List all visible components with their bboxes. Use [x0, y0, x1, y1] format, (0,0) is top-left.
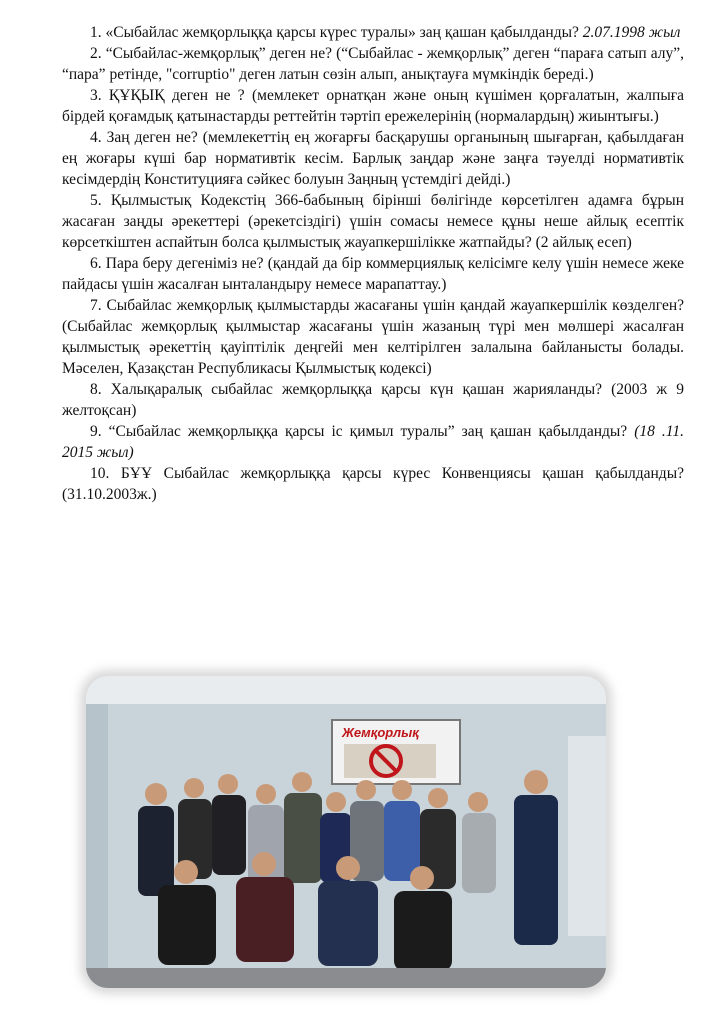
group-photo-illustration — [86, 676, 606, 988]
group-photo — [86, 676, 606, 988]
question-2: 2. “Сыбайлас-жемқорлық” деген не? (“Сыбайлас - жемқорлық” деген “параға сатып алу”, “пара” ретінде, "corruptio" деген латын сөзін алып, анықтауға мүмкіндік береді.) — [62, 45, 685, 83]
question-9: 9. “Сыбайлас жемқорлыққа қарсы іс қимыл туралы” заң қашан қабылданды? (18 .11. 2015 жыл) — [62, 423, 684, 461]
screen-image — [344, 744, 436, 778]
question-3: 3. ҚҰҚЫҚ деген не ? (мемлекет орнатқан және оның күшімен қорғалатын, жалпыға бірдей қоғамдық қатынастарды реттейтін тәртіп ережелерінің (нормалардың) жиынтығы.) — [62, 87, 684, 125]
screen-title: Жемқорлық — [342, 725, 419, 740]
question-7: 7. Сыбайлас жемқорлық қылмыстарды жасағаны үшін қандай жауапкершілік көзделген? (Сыбайлас жемқорлық қылмыстар жасағаны үшін жазаның түрі мен мөлшері жасалған қылмыстық әрекеттің қауіптілік деңгейі мен келтірілген залалына байланысты болады. Мәселен, Қазақстан Республикасы Қылмыстық кодексі) — [62, 297, 684, 377]
question-4: 4. Заң деген не? (мемлекеттің ең жоғарғы басқарушы органының шығарған, қабылдаған ең жоғары күші бар нормативтік кесім. Барлық заңдар және заңға тәуелді нормативтік кесімдердің Конституцияға сәйкес болуын Заңның үстемдігі дейді.) — [62, 129, 685, 188]
question-5: 5. Қылмыстық Кодекстің 366-бабының бірінші бөлігінде көрсетілген адамға бұрын жасаған заңды әрекеттері (әрекетсіздігі) үшін сомасы немесе құны неше айлық есептік көрсеткіштен аспайтын болса қылмыстық жауапкершілікке жатпайды? (2 айлық есеп) — [62, 192, 684, 251]
question-8: 8. Халықаралық сыбайлас жемқорлыққа қарсы күн қашан жарияланды? (2003 ж 9 желтоқсан) — [62, 381, 685, 419]
left-wall-edge — [86, 704, 108, 988]
question-10: 10. БҰҰ Сыбайлас жемқорлыққа қарсы күрес Конвенциясы қашан қабылданды? (31.10.2003ж.) — [62, 465, 684, 503]
floor — [86, 968, 606, 988]
document-body — [62, 22, 684, 505]
question-6: 6. Пара беру дегеніміз не? (қандай да бір коммерциялық келісімге келу үшін немесе жеке пайдасы үшін жасалған ынталандыру немесе марапаттау.) — [62, 255, 684, 293]
question-1: 1. «Сыбайлас жемқорлыққа қарсы күрес туралы» заң қашан қабылданды? 2.07.1998 жыл — [90, 24, 681, 41]
window — [568, 736, 606, 936]
ceiling — [86, 676, 606, 704]
